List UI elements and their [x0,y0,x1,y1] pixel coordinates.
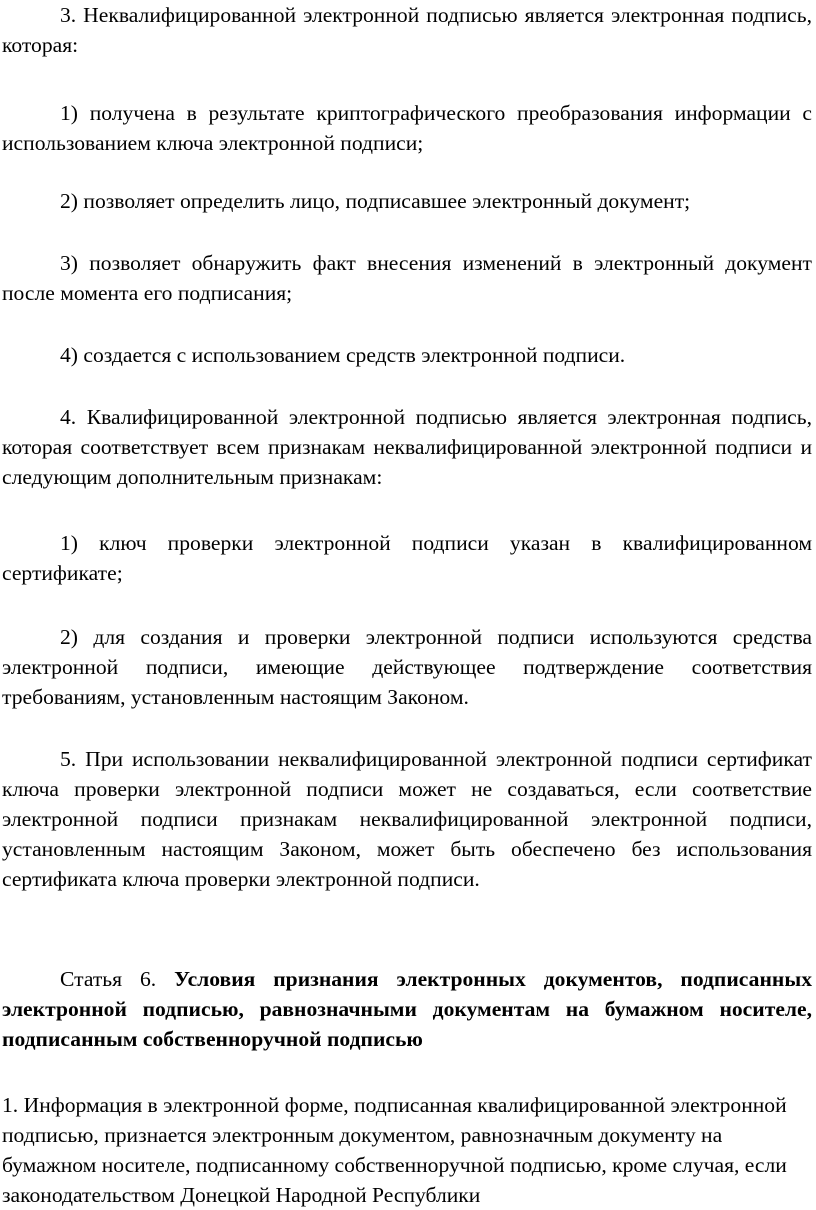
article-prefix: Статья 6. [60,967,175,991]
paragraph-3-item-2: 2) позволяет определить лицо, подписавшее электронный документ; [60,189,691,213]
paragraph-3-item-3: 3) позволяет обнаружить факт внесения изменений в электронный документ после момента его подписания; [2,251,812,305]
article-6-heading [2,964,812,1054]
paragraph-5: 5. При использовании неквалифицированной электронной подписи сертификат ключа проверки электронной подписи может не создаваться, если соответствие электронной подписи признакам неквалифицированной электронной подписи, установленным настоящим Законом, может быть обеспечено без использования сертификата ключа проверки электронной подписи. [2,747,812,891]
paragraph-4-item-1: 1) ключ проверки электронной подписи указан в квалифицированном сертификате; [2,531,812,585]
paragraph-3-item-1: 1) получена в результате криптографического преобразования информации с использованием ключа электронной подписи; [2,101,812,155]
paragraph-4-item-2: 2) для создания и проверки электронной подписи используются средства электронной подписи, имеющие действующее подтверждение соответствия требованиям, установленным настоящим Законом. [2,625,812,709]
paragraph-4: 4. Квалифицированной электронной подписью является электронная подпись, которая соответствует всем признакам неквалифицированной электронной подписи и следующим дополнительным признакам: [2,405,812,489]
paragraph-3: 3. Неквалифицированной электронной подписью является электронная подпись, которая: [2,3,812,57]
paragraph-3-item-4: 4) создается с использованием средств электронной подписи. [60,343,626,367]
article-6-paragraph-1: 1. Информация в электронной форме, подписанная квалифицированной электронной подписью, признается электронным документом, равнозначным документу на бумажном носителе, подписанному собственноручной подписью, кроме случая, если законодательством Донецкой Народной Республики [2,1093,787,1207]
article-title: Условия признания электронных документов, подписанных электронной подписью, равнозначными документам на бумажном носителе, подписанным собственноручной подписью [2,967,812,1051]
